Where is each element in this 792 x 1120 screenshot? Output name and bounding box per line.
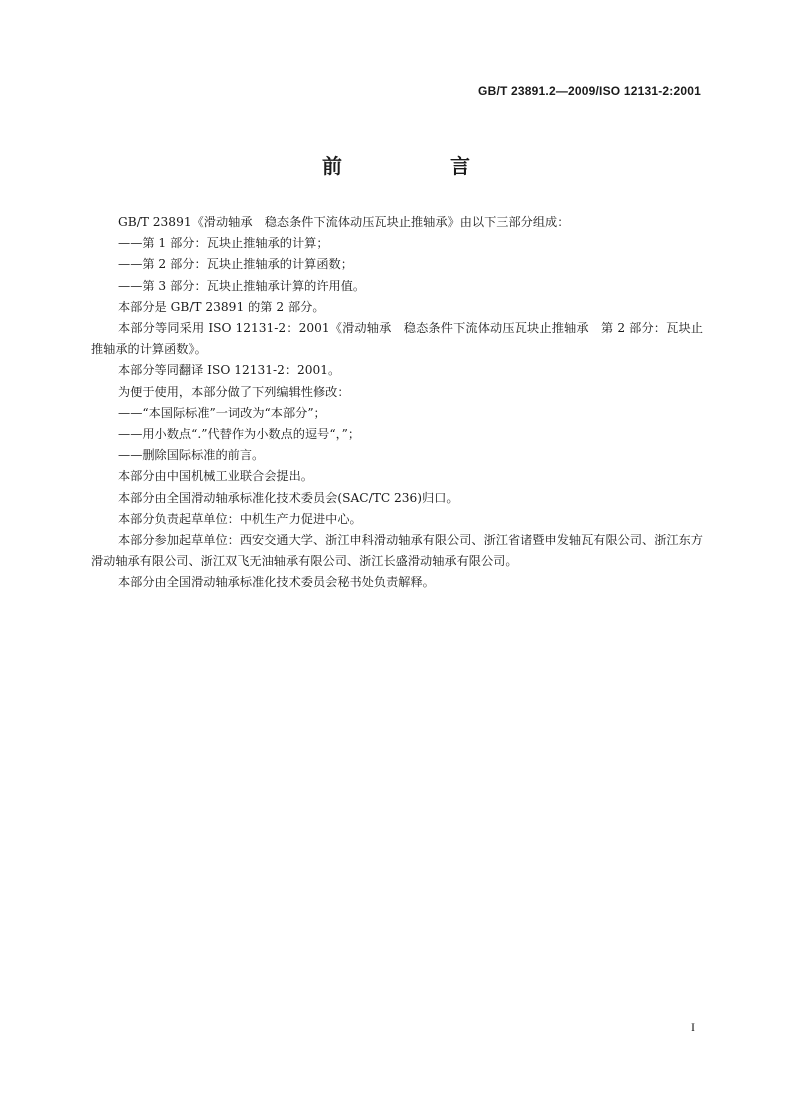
paragraph: GB/T 23891《滑动轴承 稳态条件下流体动压瓦块止推轴承》由以下三部分组成：: [118, 215, 570, 229]
paragraph: 本部分由全国滑动轴承标准化技术委员会(SAC/TC 236)归口。: [118, 490, 459, 505]
list-item: ——删除国际标准的前言。: [118, 448, 265, 463]
list-item: ——第 1 部分：瓦块止推轴承的计算；: [118, 236, 329, 251]
list-item: ——第 2 部分：瓦块止推轴承的计算函数；: [118, 257, 353, 272]
page-title: 前 言: [322, 154, 514, 178]
paragraph: 本部分参加起草单位：西安交通大学、浙江申科滑动轴承有限公司、浙江省诸暨申发轴瓦有限公司、浙江东方滑动轴承有限公司、浙江双飞无油轴承有限公司、浙江长盛滑动轴承有限公司。: [91, 533, 703, 569]
foreword-body: [91, 212, 703, 594]
paragraph: 本部分是 GB/T 23891 的第 2 部分。: [118, 299, 325, 314]
paragraph: 本部分等同翻译 ISO 12131-2：2001。: [118, 363, 341, 378]
paragraph: 本部分等同采用 ISO 12131-2：2001《滑动轴承 稳态条件下流体动压瓦块止推轴承 第 2 部分：瓦块止推轴承的计算函数》。: [91, 321, 703, 357]
list-item: ——用小数点“.”代替作为小数点的逗号“，”；: [118, 427, 361, 442]
paragraph: 本部分由中国机械工业联合会提出。: [118, 469, 313, 484]
page-number: I: [691, 1020, 695, 1034]
paragraph: 本部分负责起草单位：中机生产力促进中心。: [118, 511, 362, 526]
paragraph: 为便于使用，本部分做了下列编辑性修改：: [118, 384, 350, 399]
paragraph: 本部分由全国滑动轴承标准化技术委员会秘书处负责解释。: [118, 575, 435, 590]
list-item: ——“本国际标准”一词改为“本部分”；: [118, 405, 326, 420]
list-item: ——第 3 部分：瓦块止推轴承计算的许用值。: [118, 278, 366, 293]
standard-number: GB/T 23891.2—2009/ISO 12131-2:2001: [478, 84, 701, 98]
